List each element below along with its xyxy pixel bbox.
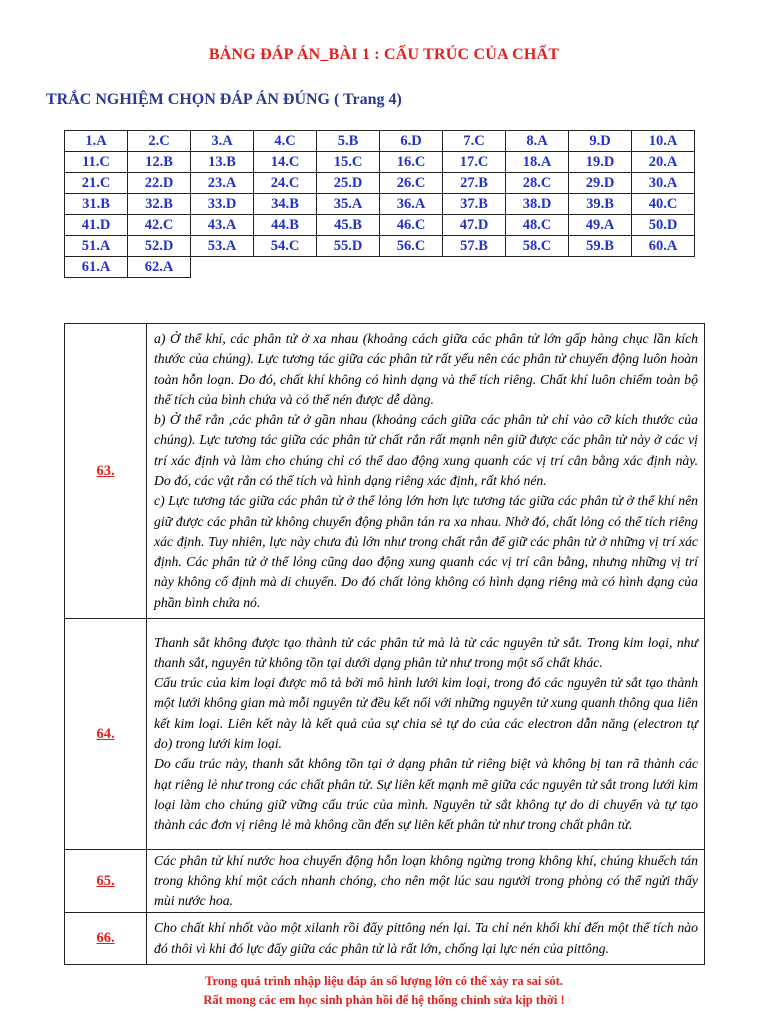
essay-row [65, 913, 705, 965]
answer-cell: 2.C [128, 131, 191, 152]
answer-cell: 51.A [65, 236, 128, 257]
answer-cell: 24.C [254, 173, 317, 194]
answer-cell: 44.B [254, 215, 317, 236]
answer-row [65, 257, 695, 278]
answer-row [65, 131, 695, 152]
answer-text [147, 619, 705, 850]
answer-cell: 18.A [506, 152, 569, 173]
answer-cell: 35.A [317, 194, 380, 215]
empty-cell [443, 257, 506, 278]
answer-row [65, 194, 695, 215]
answer-cell: 59.B [569, 236, 632, 257]
answer-cell: 29.D [569, 173, 632, 194]
answer-cell: 40.C [632, 194, 695, 215]
answer-text [147, 850, 705, 913]
answer-table [64, 130, 695, 278]
answer-cell: 48.C [506, 215, 569, 236]
empty-cell [380, 257, 443, 278]
answer-cell: 53.A [191, 236, 254, 257]
empty-cell [569, 257, 632, 278]
answer-paragraph: Cho chất khí nhốt vào một xilanh rồi đẩy pittông nén lại. Ta chỉ nén khối khí đến một thể tích nào đó thôi vì khi đó lực đẩy giữa các phân tử là rất lớn, chống lại lực nén của pittông. [154, 920, 698, 956]
answer-paragraph: b) Ở thể rắn ,các phân tử ở gần nhau (khoảng cách giữa các phân tử chỉ vào cỡ kích thước của chúng). Lực tương tác giữa các phân tử chất rắn rất mạnh nên giữ được các phân tử này ở các vị trí xác định và làm cho chúng chỉ có thể dao động xung quanh các vị trí cân bằng xác định này. Do đó, các vật rắn có thể tích và hình dạng riêng xác định, rất khó nén. [154, 412, 698, 488]
empty-cell [632, 257, 695, 278]
answer-cell: 49.A [569, 215, 632, 236]
answer-cell: 1.A [65, 131, 128, 152]
answer-cell: 32.B [128, 194, 191, 215]
empty-cell [506, 257, 569, 278]
empty-cell [317, 257, 380, 278]
answer-cell: 31.B [65, 194, 128, 215]
answer-cell: 15.C [317, 152, 380, 173]
answer-cell: 21.C [65, 173, 128, 194]
answer-cell: 4.C [254, 131, 317, 152]
empty-cell [254, 257, 317, 278]
answer-cell: 60.A [632, 236, 695, 257]
answer-cell: 43.A [191, 215, 254, 236]
essay-row [65, 324, 705, 619]
answer-cell: 12.B [128, 152, 191, 173]
answer-cell: 11.C [65, 152, 128, 173]
question-number: 63. [65, 324, 147, 619]
answer-cell: 36.A [380, 194, 443, 215]
answer-cell: 33.D [191, 194, 254, 215]
essay-answer-table [64, 323, 705, 965]
answer-cell: 5.B [317, 131, 380, 152]
answer-cell: 26.C [380, 173, 443, 194]
answer-paragraph: Do cấu trúc này, thanh sắt không tồn tại ở dạng phân tử riêng biệt và không bị tan rã thành các hạt riêng lẻ như trong các chất phân tử. Sự liên kết mạnh mẽ giữa các nguyên tử sắt trong lưới kim loại làm cho chúng giữ vững cấu trúc của mình. Nguyên tử sắt không tự do di chuyển và tự tạo thành các đơn vị riêng lẻ mà không cần đến sự liên kết phân tử như trong chất phân tử. [154, 756, 698, 833]
answer-cell: 28.C [506, 173, 569, 194]
empty-cell [191, 257, 254, 278]
answer-paragraph: Cấu trúc của kim loại được mô tả bởi mô hình lưới kim loại, trong đó các nguyên tử sắt tạo thành một lưới không gian mà mỗi nguyên tử đều kết nối với những nguyên tử xung quanh thông qua liên kết kim loại. Liên kết này là kết quả của sự chia sẻ tự do của các electron dẫn năng (electron tự do) trong lưới kim loại. [154, 675, 698, 751]
answer-cell: 47.D [443, 215, 506, 236]
answer-cell: 10.A [632, 131, 695, 152]
answer-cell: 50.D [632, 215, 695, 236]
essay-row [65, 850, 705, 913]
answer-cell: 58.C [506, 236, 569, 257]
answer-text [147, 913, 705, 965]
answer-cell: 22.D [128, 173, 191, 194]
answer-cell: 7.C [443, 131, 506, 152]
answer-cell: 6.D [380, 131, 443, 152]
footer-note [0, 972, 768, 1010]
answer-row [65, 152, 695, 173]
answer-text [147, 324, 705, 619]
answer-cell: 37.B [443, 194, 506, 215]
footer-line-1: Trong quá trình nhập liệu đáp án số lượng lớn có thể xảy ra sai sót. [205, 974, 563, 988]
page-title: BẢNG ĐÁP ÁN_BÀI 1 : CẤU TRÚC CỦA CHẤT [208, 46, 560, 63]
answer-cell: 56.C [380, 236, 443, 257]
answer-row [65, 215, 695, 236]
answer-paragraph: a) Ở thể khí, các phân tử ở xa nhau (khoảng cách giữa các phân tử lớn gấp hàng chục lần kích thước của chúng). Lực tương tác giữa các phân tử rất yếu nên các phân tử chuyển động luôn hoàn toàn hỗn loạn. Do đó, chất khí không có hình dạng và thể tích riêng. Chất khí luôn chiếm toàn bộ thể tích của bình chứa và có thể nén được dễ dàng. [154, 330, 698, 407]
answer-cell: 23.A [191, 173, 254, 194]
answer-paragraph: Thanh sắt không được tạo thành từ các phân tử mà là từ các nguyên tử sắt. Trong kim loại, như thanh sắt, nguyên tử không tồn tại dưới dạng phân tử như trong một số chất khác. [154, 634, 698, 670]
question-number: 66. [65, 913, 147, 965]
footer-line-2: Rất mong các em học sinh phản hồi để hệ thống chỉnh sửa kịp thời ! [203, 993, 565, 1007]
answer-cell: 41.D [65, 215, 128, 236]
answer-cell: 34.B [254, 194, 317, 215]
answer-paragraph: Các phân tử khí nước hoa chuyển động hỗn loạn không ngừng trong không khí, chúng khuếch tán trong không khí một cách nhanh chóng, cho nên một lúc sau người trong phòng có thể ngửi thấy mùi nước hoa. [154, 852, 698, 909]
answer-cell: 39.B [569, 194, 632, 215]
answer-cell: 42.C [128, 215, 191, 236]
answer-cell: 3.A [191, 131, 254, 152]
answer-cell: 25.D [317, 173, 380, 194]
answer-cell: 54.C [254, 236, 317, 257]
answer-cell: 19.D [569, 152, 632, 173]
answer-cell: 46.C [380, 215, 443, 236]
answer-cell: 55.D [317, 236, 380, 257]
answer-cell: 52.D [128, 236, 191, 257]
answer-paragraph: c) Lực tương tác giữa các phân tử ở thể lỏng lớn hơn lực tương tác giữa các phân tử ở thể khí nên giữ được các phân tử không chuyển động phân tán ra xa nhau. Nhờ đó, chất lỏng có thể tích riêng xác định. Tuy nhiên, lực này chưa đủ lớn như trong chất rắn để giữ các phân tử ở những vị trí xác định. Các phân tử ở thể lỏng cũng dao động xung quanh các vị trí cân bằng, nhưng những vị trí này không cố định mà di chuyển. Do đó chất lỏng không có hình dạng riêng mà có hình dạng của phần bình chứa nó. [154, 493, 698, 610]
answer-cell: 16.C [380, 152, 443, 173]
answer-cell: 61.A [65, 257, 128, 278]
answer-cell: 30.A [632, 173, 695, 194]
question-number: 65. [65, 850, 147, 913]
answer-cell: 62.A [128, 257, 191, 278]
answer-cell: 14.C [254, 152, 317, 173]
answer-cell: 20.A [632, 152, 695, 173]
answer-cell: 27.B [443, 173, 506, 194]
answer-cell: 9.D [569, 131, 632, 152]
essay-row [65, 619, 705, 850]
answer-cell: 45.B [317, 215, 380, 236]
answer-cell: 38.D [506, 194, 569, 215]
answer-cell: 17.C [443, 152, 506, 173]
answer-cell: 57.B [443, 236, 506, 257]
answer-row [65, 236, 695, 257]
section-subtitle: TRẮC NGHIỆM CHỌN ĐÁP ÁN ĐÚNG ( Trang 4) [46, 91, 402, 108]
answer-row [65, 173, 695, 194]
answer-cell: 8.A [506, 131, 569, 152]
answer-cell: 13.B [191, 152, 254, 173]
question-number: 64. [65, 619, 147, 850]
